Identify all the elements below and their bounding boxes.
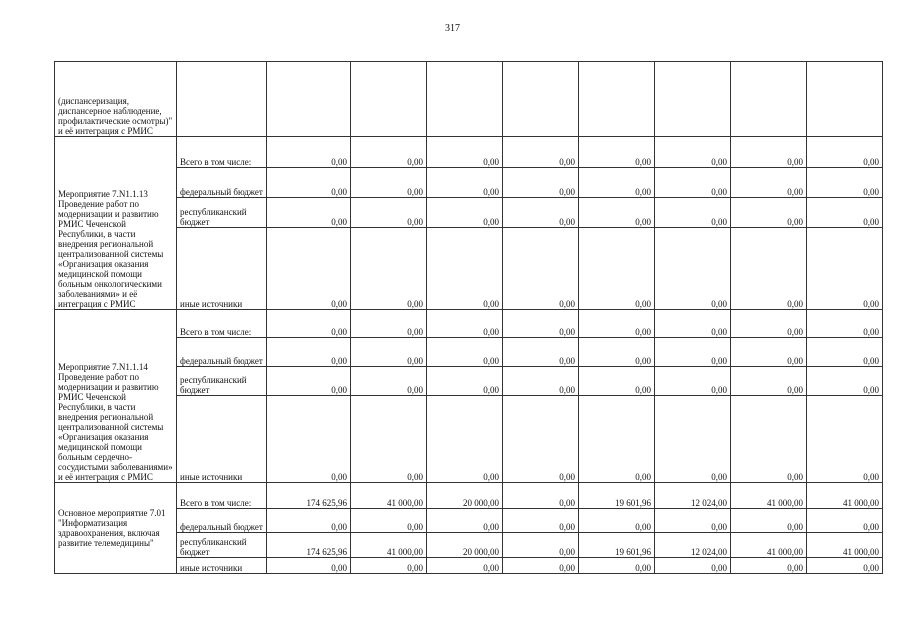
table-row	[55, 396, 883, 483]
value-cell: 0,00	[655, 310, 731, 338]
value-cell: 0,00	[731, 137, 807, 168]
source-cell: федеральный бюджет	[177, 338, 267, 367]
value-cell: 0,00	[503, 396, 579, 483]
value-cell	[427, 62, 503, 137]
value-cell: 0,00	[427, 310, 503, 338]
value-cell: 0,00	[579, 228, 655, 310]
value-cell: 0,00	[731, 310, 807, 338]
value-cell: 19 601,96	[579, 483, 655, 509]
source-cell	[177, 62, 267, 137]
value-cell: 0,00	[351, 168, 427, 198]
value-cell: 19 601,96	[579, 533, 655, 558]
source-cell: иные источники	[177, 558, 267, 574]
value-cell: 0,00	[807, 310, 883, 338]
table-row	[55, 137, 883, 168]
value-cell: 0,00	[503, 168, 579, 198]
table-row	[55, 228, 883, 310]
value-cell: 0,00	[427, 168, 503, 198]
table-row	[55, 62, 883, 137]
table-row	[55, 168, 883, 198]
value-cell: 0,00	[351, 367, 427, 396]
value-cell: 0,00	[655, 198, 731, 228]
value-cell: 0,00	[503, 198, 579, 228]
value-cell	[807, 62, 883, 137]
value-cell: 0,00	[267, 168, 351, 198]
value-cell: 0,00	[503, 483, 579, 509]
value-cell: 174 625,96	[267, 483, 351, 509]
source-cell: федеральный бюджет	[177, 509, 267, 533]
value-cell: 20 000,00	[427, 483, 503, 509]
value-cell: 0,00	[807, 137, 883, 168]
value-cell: 0,00	[655, 228, 731, 310]
value-cell: 0,00	[579, 168, 655, 198]
source-cell: федеральный бюджет	[177, 168, 267, 198]
value-cell: 0,00	[655, 558, 731, 574]
value-cell: 0,00	[427, 367, 503, 396]
value-cell: 0,00	[807, 338, 883, 367]
value-cell	[655, 62, 731, 137]
source-cell: иные источники	[177, 396, 267, 483]
value-cell: 0,00	[503, 310, 579, 338]
value-cell: 0,00	[267, 509, 351, 533]
value-cell: 0,00	[427, 338, 503, 367]
table-row	[55, 367, 883, 396]
value-cell: 0,00	[267, 228, 351, 310]
value-cell	[579, 62, 655, 137]
value-cell: 0,00	[267, 558, 351, 574]
value-cell: 41 000,00	[807, 483, 883, 509]
value-cell: 0,00	[427, 198, 503, 228]
value-cell: 0,00	[267, 338, 351, 367]
value-cell: 0,00	[267, 198, 351, 228]
value-cell: 0,00	[351, 338, 427, 367]
value-cell: 0,00	[579, 558, 655, 574]
activity-cell: Мероприятие 7.N1.1.13 Проведение работ по модернизации и развитию РМИС Чеченской Республики, в части внедрения региональной централизованной системы «Организация оказания медицинской помощи больным онкологическими заболеваниями» и её интеграция с РМИС	[55, 137, 177, 310]
value-cell: 0,00	[351, 228, 427, 310]
value-cell: 0,00	[351, 198, 427, 228]
value-cell: 0,00	[807, 367, 883, 396]
value-cell: 0,00	[351, 509, 427, 533]
activity-cell: Мероприятие 7.N1.1.14 Проведение работ по модернизации и развитию РМИС Чеченской Республики, в части внедрения региональной централизованной системы «Организация оказания медицинской помощи больным сердечно-сосудистыми заболеваниями» и её интеграция с РМИС	[55, 310, 177, 483]
table-row	[55, 198, 883, 228]
value-cell: 0,00	[655, 367, 731, 396]
value-cell: 0,00	[731, 228, 807, 310]
table-row	[55, 533, 883, 558]
value-cell: 0,00	[807, 198, 883, 228]
value-cell: 0,00	[579, 310, 655, 338]
value-cell: 0,00	[351, 558, 427, 574]
value-cell: 0,00	[655, 396, 731, 483]
value-cell	[503, 62, 579, 137]
source-cell: республиканский бюджет	[177, 367, 267, 396]
value-cell: 0,00	[427, 228, 503, 310]
page-number: 317	[445, 23, 460, 34]
source-cell: Всего в том числе:	[177, 137, 267, 168]
value-cell	[731, 62, 807, 137]
source-cell: иные источники	[177, 228, 267, 310]
source-cell: Всего в том числе:	[177, 310, 267, 338]
value-cell: 0,00	[351, 310, 427, 338]
table-row	[55, 509, 883, 533]
value-cell: 41 000,00	[351, 483, 427, 509]
source-cell: республиканский бюджет	[177, 533, 267, 558]
value-cell: 0,00	[731, 396, 807, 483]
value-cell: 12 024,00	[655, 533, 731, 558]
budget-table	[54, 61, 883, 574]
value-cell: 41 000,00	[731, 533, 807, 558]
value-cell: 0,00	[427, 509, 503, 533]
value-cell: 0,00	[579, 198, 655, 228]
value-cell: 0,00	[267, 396, 351, 483]
table-row	[55, 483, 883, 509]
value-cell: 0,00	[427, 558, 503, 574]
value-cell: 0,00	[731, 558, 807, 574]
activity-cell: (диспансеризация, диспансерное наблюдение, профилактические осмотры)" и её интеграция с РМИС	[55, 62, 177, 137]
value-cell: 0,00	[351, 396, 427, 483]
value-cell: 0,00	[503, 137, 579, 168]
value-cell: 0,00	[655, 137, 731, 168]
value-cell: 0,00	[731, 367, 807, 396]
value-cell: 0,00	[503, 509, 579, 533]
value-cell: 0,00	[655, 168, 731, 198]
value-cell: 0,00	[807, 509, 883, 533]
value-cell: 0,00	[503, 338, 579, 367]
value-cell: 0,00	[579, 509, 655, 533]
value-cell: 0,00	[579, 338, 655, 367]
value-cell: 0,00	[731, 168, 807, 198]
value-cell: 0,00	[427, 396, 503, 483]
value-cell: 0,00	[427, 137, 503, 168]
value-cell: 0,00	[579, 396, 655, 483]
value-cell: 0,00	[503, 533, 579, 558]
source-cell: республиканский бюджет	[177, 198, 267, 228]
value-cell: 0,00	[267, 310, 351, 338]
value-cell: 0,00	[807, 228, 883, 310]
value-cell: 12 024,00	[655, 483, 731, 509]
value-cell: 0,00	[807, 168, 883, 198]
value-cell: 174 625,96	[267, 533, 351, 558]
value-cell: 41 000,00	[351, 533, 427, 558]
table-row	[55, 310, 883, 338]
value-cell: 0,00	[807, 396, 883, 483]
value-cell	[267, 62, 351, 137]
value-cell: 20 000,00	[427, 533, 503, 558]
value-cell: 0,00	[655, 338, 731, 367]
value-cell: 0,00	[503, 367, 579, 396]
value-cell: 0,00	[731, 338, 807, 367]
value-cell: 0,00	[731, 198, 807, 228]
activity-cell: Основное мероприятие 7.01 "Информатизация здравоохранения, включая развитие телемедицины"	[55, 483, 177, 574]
value-cell: 0,00	[655, 509, 731, 533]
value-cell: 0,00	[267, 367, 351, 396]
value-cell: 0,00	[351, 137, 427, 168]
value-cell: 41 000,00	[807, 533, 883, 558]
value-cell: 0,00	[579, 137, 655, 168]
value-cell: 0,00	[267, 137, 351, 168]
value-cell: 41 000,00	[731, 483, 807, 509]
value-cell: 0,00	[503, 228, 579, 310]
value-cell: 0,00	[503, 558, 579, 574]
table-row	[55, 338, 883, 367]
table-row	[55, 558, 883, 574]
value-cell	[351, 62, 427, 137]
value-cell: 0,00	[807, 558, 883, 574]
source-cell: Всего в том числе:	[177, 483, 267, 509]
value-cell: 0,00	[731, 509, 807, 533]
value-cell: 0,00	[579, 367, 655, 396]
